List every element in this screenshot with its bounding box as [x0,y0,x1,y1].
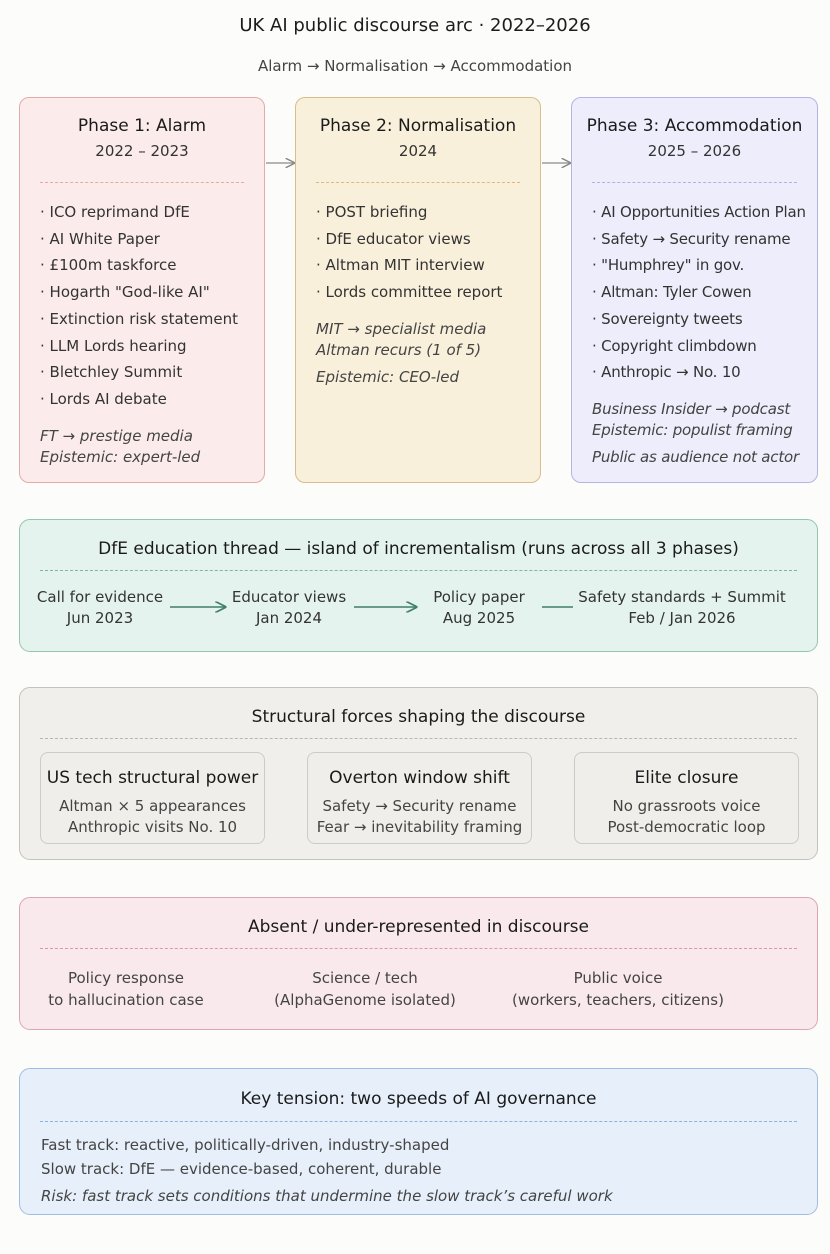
dfe-thread-box [19,519,818,652]
list-item: · Safety → Security rename [592,229,791,248]
phase-3-items [592,199,806,386]
timeline-arrows [20,520,819,653]
phase-note: Business Insider → podcast [592,400,791,418]
phase-1-items [40,199,238,413]
timeline-node-date: Feb / Jan 2026 [628,609,736,627]
structural-forces-divider [40,738,797,739]
phase-2-title: Phase 2: Normalisation [319,116,517,136]
phase-note: Public as audience not actor [592,448,799,466]
list-item: · AI White Paper [40,229,160,248]
phase-3-years: 2025 – 2026 [647,142,742,160]
list-item: · Anthropic → No. 10 [592,363,741,382]
key-tension-title: Key tension: two speeds of AI governance [240,1089,597,1109]
absent-item-line: Public voice [573,969,663,987]
timeline-node-label: Call for evidence [36,588,164,606]
diagram-title: UK AI public discourse arc · 2022–2026 [239,15,591,36]
list-item: · DfE educator views [316,229,471,248]
timeline-node-date: Jan 2024 [255,609,323,627]
list-item: · "Humphrey" in gov. [592,256,745,275]
force-card-line: Anthropic visits No. 10 [67,818,238,836]
phase-note: MIT → specialist media [316,320,487,338]
slow-track-text: Slow track: DfE — evidence-based, coherent, durable [41,1160,442,1178]
force-card-line: Post-democratic loop [607,818,766,836]
phase-2-divider [316,182,520,183]
timeline-node-date: Jun 2023 [66,609,134,627]
phase-3-divider [592,182,797,183]
timeline-node-label: Safety standards + Summit [578,588,786,606]
list-item: · Altman MIT interview [316,256,485,275]
list-item: · Hogarth "God-like AI" [40,283,210,302]
list-item: · Bletchley Summit [40,363,183,382]
timeline-node-label: Educator views [231,588,347,606]
list-item: · Lords AI debate [40,389,167,408]
timeline-node-label: Policy paper [433,588,525,606]
phase-1-divider [40,182,244,183]
force-card-us-tech [40,752,265,844]
absent-divider [40,948,797,949]
phase-2-items [316,199,502,306]
list-item: · LLM Lords hearing [40,336,187,355]
absent-item-line: (workers, teachers, citizens) [512,991,724,1009]
structural-forces-box [19,687,818,860]
phase-1-years: 2022 – 2023 [95,142,189,160]
list-item: · Lords committee report [316,283,503,302]
list-item: · POST briefing [316,203,428,221]
absent-item-line: Science / tech [312,969,418,987]
timeline-node-date: Aug 2025 [442,609,516,627]
phase-2-notes [316,319,486,388]
phase-2-box [295,97,541,483]
list-item: · Sovereignty tweets [592,309,743,328]
force-card-overton [307,752,532,844]
list-item: · Altman: Tyler Cowen [592,283,752,302]
phase-3-box [571,97,818,483]
absent-title: Absent / under-represented in discourse [248,917,589,937]
absent-item-policy-response [36,967,216,1011]
absent-item-line: Policy response [67,969,185,987]
force-card-title: Overton window shift [329,768,510,788]
phase-note: Epistemic: populist framing [592,421,793,439]
phase-2-years: 2024 [398,142,438,160]
structural-forces-title: Structural forces shaping the discourse [251,707,586,727]
force-card-line: Fear → inevitability framing [316,818,523,836]
absent-box [19,897,818,1030]
absent-item-public-voice [503,967,733,1011]
phase-note: Altman recurs (1 of 5) [316,341,482,359]
key-tension-divider [40,1121,797,1122]
absent-item-line: (AlphaGenome isolated) [274,991,456,1009]
list-item: · ICO reprimand DfE [40,203,190,221]
phase-1-notes [40,426,200,468]
force-card-elite-closure [574,752,799,844]
phase-note: Epistemic: CEO-led [316,368,460,386]
risk-text: Risk: fast track sets conditions that undermine the slow track’s careful work [41,1187,613,1205]
phase-1-box [19,97,265,483]
force-card-line: Altman × 5 appearances [59,797,246,815]
force-card-title: US tech structural power [46,768,259,788]
key-tension-box [19,1068,818,1215]
dfe-thread-title: DfE education thread — island of incrementalism (runs across all 3 phases) [98,539,739,559]
absent-item-line: to hallucination case [48,991,204,1009]
absent-item-science-tech [265,967,465,1011]
phase-note: Epistemic: expert-led [40,448,201,466]
force-card-line: Safety → Security rename [322,797,517,815]
phase-3-title: Phase 3: Accommodation [586,116,803,136]
diagram-subtitle: Alarm → Normalisation → Accommodation [257,57,573,75]
list-item: · £100m taskforce [40,256,177,275]
force-card-line: No grassroots voice [612,797,761,815]
list-item: · Copyright climbdown [592,336,757,355]
phase-note: FT → prestige media [40,427,193,445]
fast-track-text: Fast track: reactive, politically-driven, industry-shaped [41,1136,450,1154]
force-card-title: Elite closure [634,768,739,788]
phase-1-title: Phase 1: Alarm [77,116,207,136]
list-item: · Extinction risk statement [40,309,239,328]
phase-3-notes [592,399,799,468]
list-item: · AI Opportunities Action Plan [592,203,806,221]
